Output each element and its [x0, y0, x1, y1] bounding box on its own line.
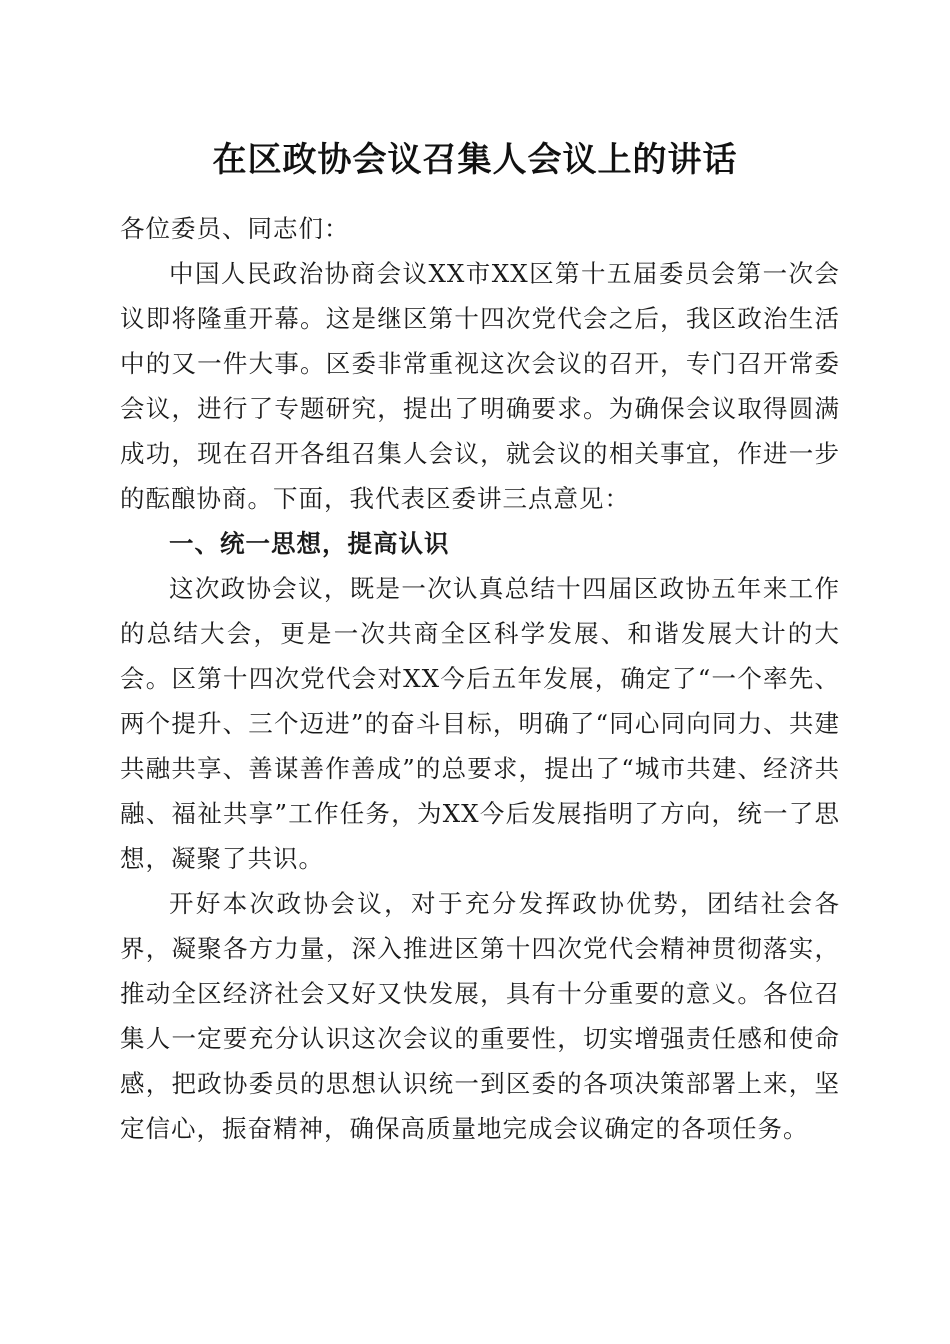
paragraph-summary: 这次政协会议，既是一次认真总结十四届区政协五年来工作的总结大会，更是一次共商全区科学发展、和谐发展大计的大会。区第十四次党代会对XX今后五年发展，确定了“一个率先、两个提升、三个迈进”的奋斗目标，明确了“同心同向同力、共建共融共享、善谋善作善成”的总要求，提出了“城市共建、经济共融、福祉共享”工作任务，为XX今后发展指明了方向，统一了思想，凝聚了共识。 — [120, 574, 840, 873]
document-title: 在区政协会议召集人会议上的讲话 — [212, 140, 738, 180]
document-body — [120, 251, 840, 1151]
paragraph-opening: 中国人民政治协商会议XX市XX区第十五届委员会第一次会议即将隆重开幕。这是继区第十四次党代会之后，我区政治生活中的又一件大事。区委非常重视这次会议的召开，专门召开常委会议，进行了专题研究，提出了明确要求。为确保会议取得圆满成功，现在召开各组召集人会议，就会议的相关事宜，作进一步的酝酿协商。下面，我代表区委讲三点意见： — [120, 259, 840, 513]
greeting: 各位委员、同志们： — [120, 214, 350, 243]
section-heading-1: 一、统一思想，提高认识 — [169, 529, 450, 558]
paragraph-significance: 开好本次政协会议，对于充分发挥政协优势，团结社会各界，凝聚各方力量，深入推进区第十四次党代会精神贯彻落实，推动全区经济社会又好又快发展，具有十分重要的意义。各位召集人一定要充分认识这次会议的重要性，切实增强责任感和使命感，把政协委员的思想认识统一到区委的各项决策部署上来，坚定信心，振奋精神，确保高质量地完成会议确定的各项任务。 — [120, 889, 840, 1143]
